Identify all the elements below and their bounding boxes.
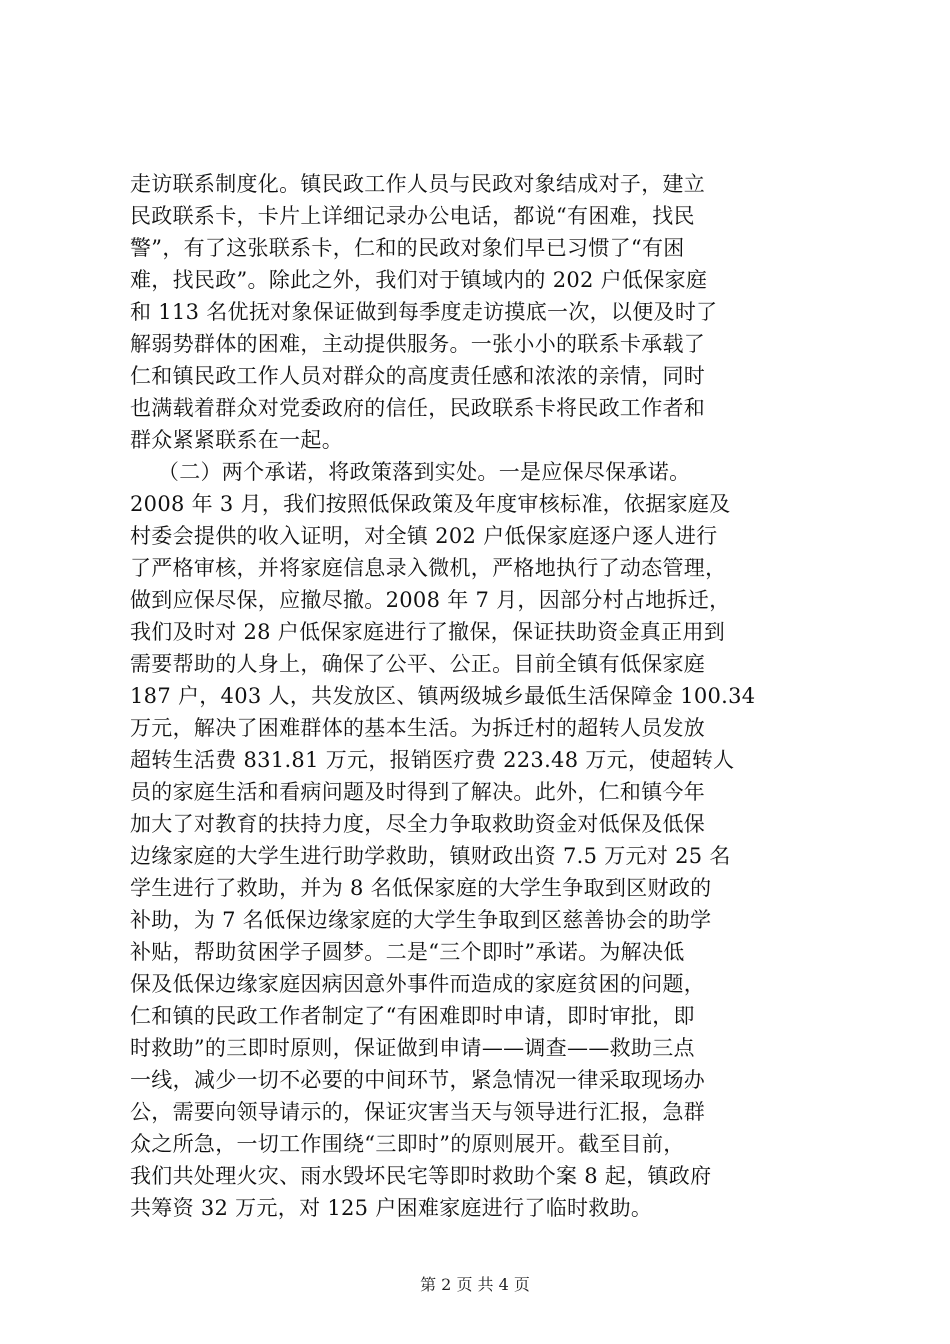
text-line: 做到应保尽保，应撤尽撤。2008 年 7 月，因部分村占地拆迁， — [130, 588, 731, 612]
text-line: 边缘家庭的大学生进行助学救助，镇财政出资 7.5 万元对 25 名 — [130, 844, 731, 868]
text-line: 民政联系卡，卡片上详细记录办公电话，都说“有困难，找民 — [130, 204, 695, 228]
text-line: 也满载着群众对党委政府的信任，民政联系卡将民政工作者和 — [130, 396, 706, 420]
text-line: 一线，减少一切不必要的中间环节，紧急情况一律采取现场办 — [130, 1068, 706, 1092]
text-line: 员的家庭生活和看病问题及时得到了解决。此外，仁和镇今年 — [130, 780, 706, 804]
text-line: 解弱势群体的困难，主动提供服务。一张小小的联系卡承载了 — [130, 332, 706, 356]
text-line: 共筹资 32 万元，对 125 户困难家庭进行了临时救助。 — [130, 1196, 653, 1220]
text-line: 走访联系制度化。镇民政工作人员与民政对象结成对子，建立 — [130, 172, 706, 196]
text-line: 村委会提供的收入证明，对全镇 202 户低保家庭逐户逐人进行 — [130, 524, 718, 548]
page-number: 第 2 页 共 4 页 — [420, 1275, 530, 1294]
text-line: 需要帮助的人身上，确保了公平、公正。目前全镇有低保家庭 — [130, 652, 706, 676]
text-line: 众之所急，一切工作围绕“三即时”的原则展开。截至目前， — [130, 1132, 685, 1156]
text-line: 补助，为 7 名低保边缘家庭的大学生争取到区慈善协会的助学 — [130, 908, 712, 932]
text-line: （二）两个承诺，将政策落到实处。一是应保尽保承诺。 — [130, 460, 691, 484]
text-line: 群众紧紧联系在一起。 — [130, 428, 343, 452]
text-line: 学生进行了救助，并为 8 名低保家庭的大学生争取到区财政的 — [130, 876, 712, 900]
text-line: 仁和镇的民政工作者制定了“有困难即时申请，即时审批，即 — [130, 1004, 695, 1028]
text-line: 公，需要向领导请示的，保证灾害当天与领导进行汇报，急群 — [130, 1100, 706, 1124]
page-footer — [0, 1274, 950, 1296]
text-line: 加大了对教育的扶持力度，尽全力争取救助资金对低保及低保 — [130, 812, 706, 836]
text-line: 我们共处理火灾、雨水毁坏民宅等即时救助个案 8 起，镇政府 — [130, 1164, 712, 1188]
text-line: 了严格审核，并将家庭信息录入微机，严格地执行了动态管理， — [130, 556, 727, 580]
text-line: 和 113 名优抚对象保证做到每季度走访摸底一次，以便及时了 — [130, 300, 718, 324]
text-line: 补贴，帮助贫困学子圆梦。二是“三个即时”承诺。为解决低 — [130, 940, 685, 964]
text-line: 时救助”的三即时原则，保证做到申请——调查——救助三点 — [130, 1036, 695, 1060]
text-line: 保及低保边缘家庭因病因意外事件而造成的家庭贫困的问题， — [130, 972, 706, 996]
text-line: 187 户，403 人，共发放区、镇两级城乡最低生活保障金 100.34 — [130, 684, 756, 708]
text-line: 超转生活费 831.81 万元，报销医疗费 223.48 万元，使超转人 — [130, 748, 735, 772]
body-text — [130, 168, 850, 1224]
text-line: 万元，解决了困难群体的基本生活。为拆迁村的超转人员发放 — [130, 716, 706, 740]
text-line: 2008 年 3 月，我们按照低保政策及年度审核标准，依据家庭及 — [130, 492, 731, 516]
text-line: 警”，有了这张联系卡，仁和的民政对象们早已习惯了“有困 — [130, 236, 685, 260]
text-line: 仁和镇民政工作人员对群众的高度责任感和浓浓的亲情，同时 — [130, 364, 706, 388]
text-line: 难，找民政”。除此之外，我们对于镇域内的 202 户低保家庭 — [130, 268, 708, 292]
text-line: 我们及时对 28 户低保家庭进行了撤保，保证扶助资金真正用到 — [130, 620, 726, 644]
